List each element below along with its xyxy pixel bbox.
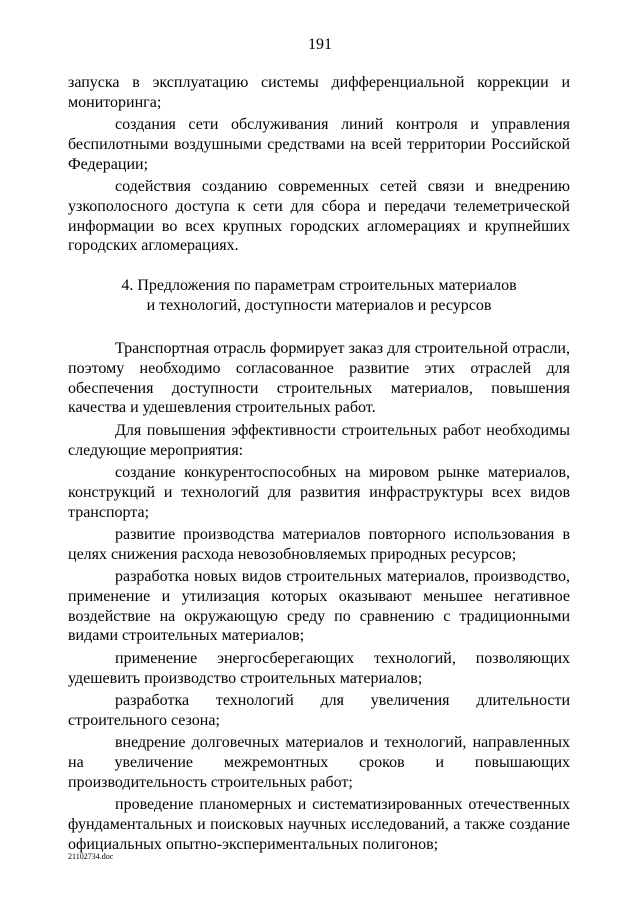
section-heading	[68, 276, 570, 315]
section-heading-line-2: и технологий, доступности материалов и ресурсов	[146, 296, 492, 314]
paragraph: Для повышения эффективности строительных работ необходимы следующие мероприятия:	[68, 421, 570, 459]
list-item: содействия созданию современных сетей связи и внедрению узкополосного доступа к сети для сбора и передачи телеметрической информации во всех крупных городских агломерациях и крупнейших городских агломерациях.	[68, 178, 570, 255]
list-item: разработка технологий для увеличения длительности строительного сезона;	[68, 692, 570, 729]
document-filename: 21102734.doc	[68, 852, 114, 861]
list-item: создание конкурентоспособных на мировом рынке материалов, конструкций и технологий для развития инфраструктуры всех видов транспорта;	[68, 464, 570, 521]
list-item: проведение планомерных и систематизированных отечественных фундаментальных и поисковых научных исследований, а также создание официальных опытно-экспериментальных полигонов;	[68, 796, 570, 853]
list-item: внедрение долговечных материалов и технологий, направленных на увеличение межремонтных сроков и повышающих производительность строительных работ;	[68, 734, 570, 791]
paragraph-continuation: запуска в эксплуатацию системы дифференциальной коррекции и мониторинга;	[68, 74, 570, 111]
list-item: развитие производства материалов повторного использования в целях снижения расхода невозобновляемых природных ресурсов;	[68, 526, 570, 563]
paragraph: Транспортная отрасль формирует заказ для строительной отрасли, поэтому необходимо согласованное развитие этих отраслей для обеспечения доступности строительных материалов, повышения качества и удешевления строительных работ.	[68, 340, 570, 417]
document-body	[68, 73, 570, 857]
list-item: создания сети обслуживания линий контроля и управления беспилотными воздушными средствами на всей территории Российской Федерации;	[68, 116, 570, 173]
list-item: применение энергосберегающих технологий, позволяющих удешевить производство строительных материалов;	[68, 649, 570, 687]
list-item: разработка новых видов строительных материалов, производство, применение и утилизация которых оказывают меньшее негативное воздействие на окружающую среду по сравнению с традиционными видами строительных материалов;	[68, 568, 570, 645]
page-number: 191	[308, 36, 332, 53]
section-heading-line-1: 4. Предложения по параметрам строительных материалов	[121, 276, 517, 294]
